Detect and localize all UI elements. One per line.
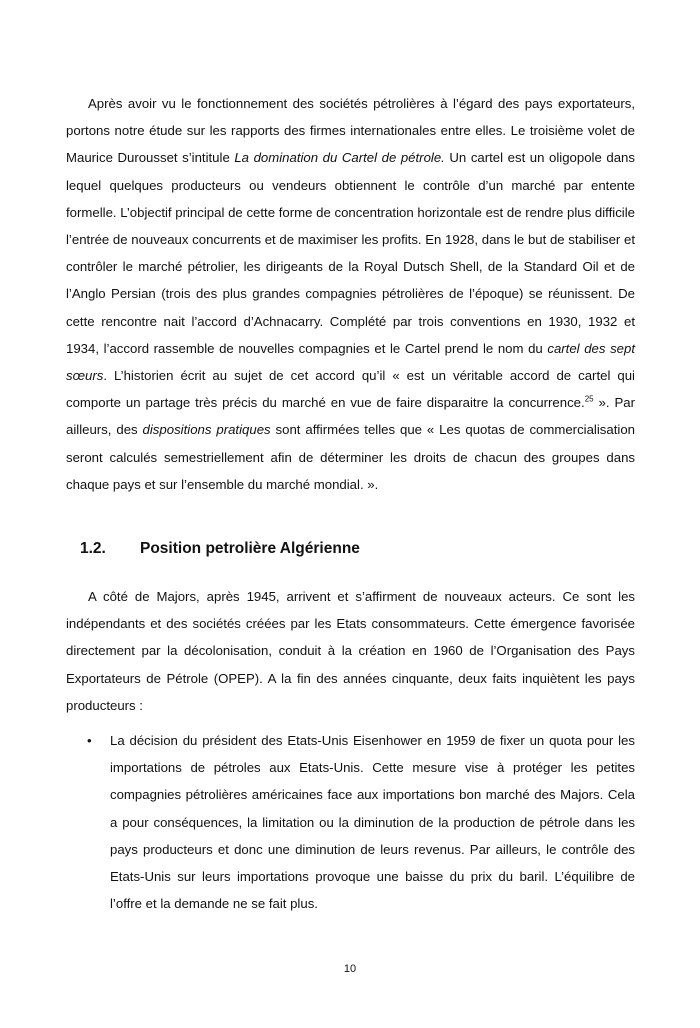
paragraph-opep [66,583,635,719]
paragraph-text: ». Par ailleurs, des [66,395,635,438]
bullet-icon: • [87,733,92,748]
page-number: 10 [343,963,357,975]
emphasis: dispositions pratiques [142,422,271,438]
section-title: Position petrolière Algérienne [140,540,360,557]
paragraph-text: . L’historien écrit au sujet de cet accord qu’il « est un véritable accord de cartel qui comporte un partage très précis du marché en vue de faire disparaitre la concurrence. [66,368,635,411]
paragraph-text: A côté de Majors, après 1945, arrivent et s’affirment de nouveaux acteurs. Ce sont les indépendants et des sociétés créées par les Etats consommateurs. Cette émergence favorisée directement par la décolonisation, conduit à la création en 1960 de l’Organisation des Pays Exportateurs de Pétrole (OPEP). A la fin des années cinquante, deux faits inquiètent les pays producteurs : [66,589,635,713]
list-item [66,727,635,917]
paragraph-cartel [66,90,635,498]
paragraph-text: sont affirmées telles que « Les quotas de commercialisation seront calculés semestriellement afin de déterminer les droits de chacun des groupes dans chaque pays et sur l’ensemble du marché mondial. ». [66,422,635,492]
cartel-name: cartel des sept sœurs [66,340,636,384]
section-heading [80,540,360,558]
book-title: La domination du Cartel de pétrole. [234,150,445,166]
section-number: 1.2. [80,540,106,557]
bullet-list [66,727,635,917]
footnote-ref[interactable]: 25 [584,394,594,404]
list-item-text: La décision du président des Etats-Unis Eisenhower en 1959 de fixer un quota pour les importations de pétroles aux Etats-Unis. Cette mesure vise à protéger les petites compagnies pétrolières américaines face aux importations bon marché des Majors. Cela a pour conséquences, la limitation ou la diminution de la production de pétrole dans les pays producteurs et donc une diminution de leurs revenus. Par ailleurs, le contrôle des Etats-Unis sur leurs importations provoque une baisse du prix du baril. L’équilibre de l’offre et la demande ne se fait plus. [110,733,635,912]
paragraph-text: Après avoir vu le fonctionnement des sociétés pétrolières à l’égard des pays exportateurs, portons notre étude sur les rapports des firmes internationales entre elles. Le troisième volet de Maurice Durousset s’intitule [66,96,635,166]
paragraph-text: Un cartel est un oligopole dans lequel quelques producteurs ou vendeurs obtiennent le contrôle d’un marché par entente formelle. L’objectif principal de cette forme de concentration horizontale est de rendre plus difficile l’entrée de nouveaux concurrents et de maximiser les profits. En 1928, dans le but de stabiliser et contrôler le marché pétrolier, les dirigeants de la Royal Dutsch Shell, de la Standard Oil et de l’Anglo Persian (trois des plus grandes compagnies pétrolières de l’époque) se réunissent. De cette rencontre nait l’accord d’Achnacarry. Complété par trois conventions en 1930, 1932 et 1934, l’accord rassemble de nouvelles compagnies et le Cartel prend le nom du [66,150,635,356]
